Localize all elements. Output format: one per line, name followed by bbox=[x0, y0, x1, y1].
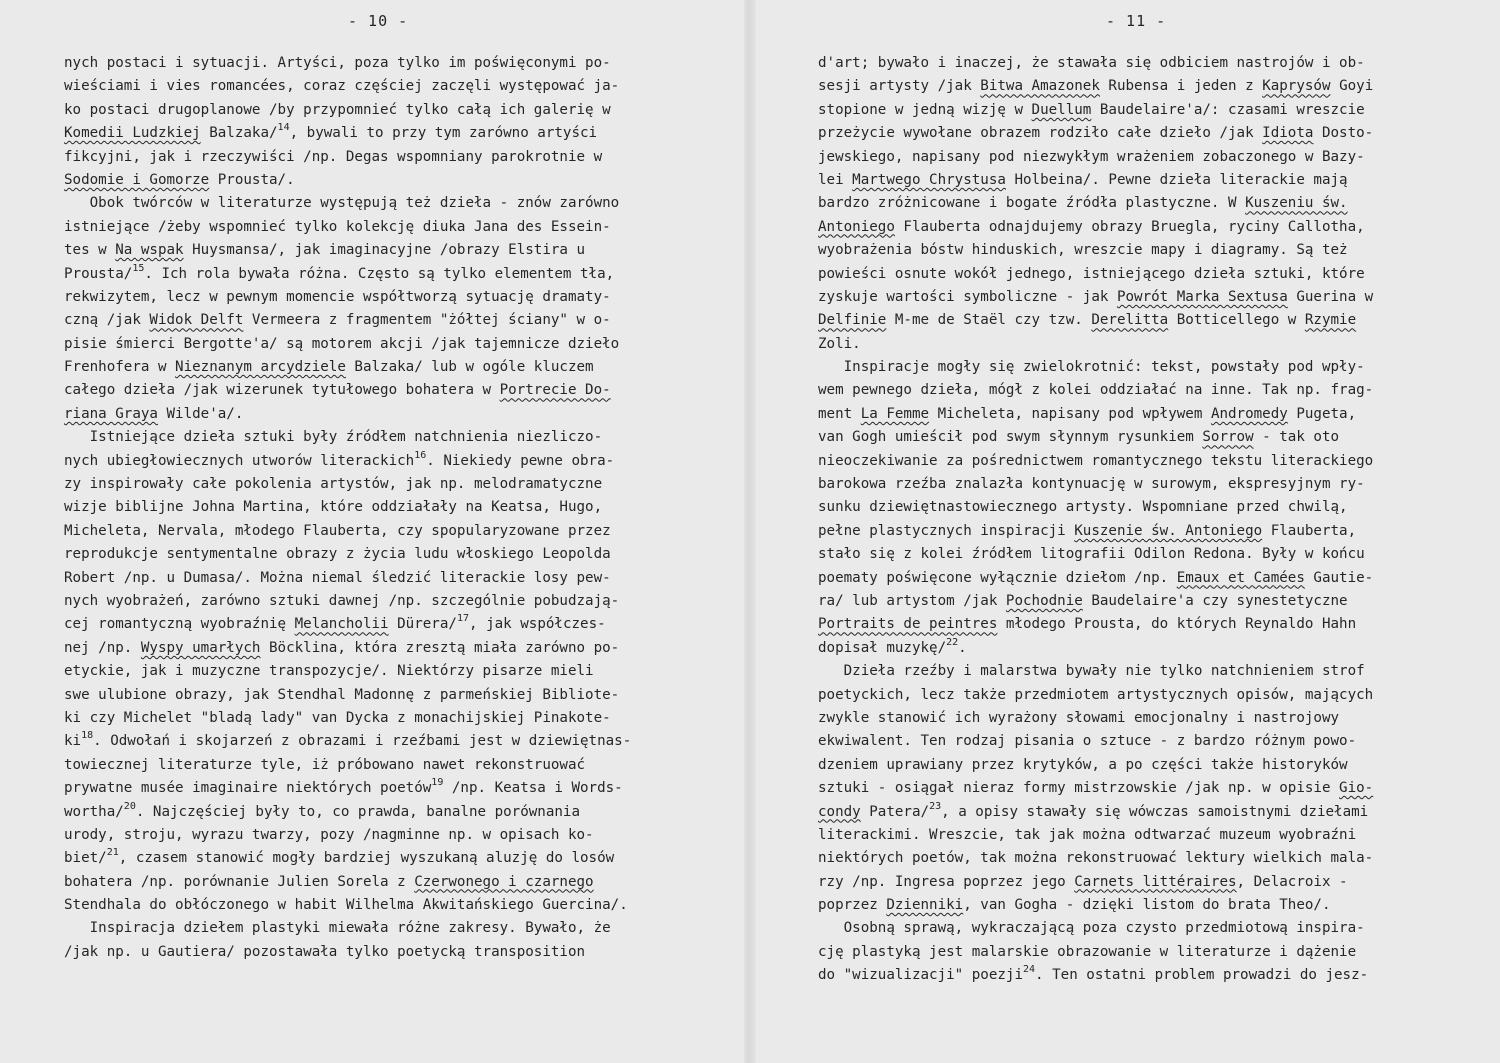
underlined-title: Wyspy umarłych bbox=[140, 639, 261, 656]
text-run: Huysmansa/, jak imaginacyjne /obrazy Elstira u bbox=[183, 242, 586, 259]
text-run: wizje biblijne Johna Martina, które oddziałały na Keatsa, Hugo, bbox=[64, 499, 603, 516]
text-run: powieści osnute wokół jednego, istniejącego dzieła sztuki, które bbox=[818, 265, 1365, 282]
text-run: ko postaci drugoplanowe /by przypomnieć tylko całą ich galerię w bbox=[64, 101, 611, 118]
text-line bbox=[64, 239, 714, 262]
text-run: , Delacroix - bbox=[1236, 873, 1348, 890]
text-run: , bywali to przy tym zarówno artyści bbox=[289, 125, 598, 142]
text-line bbox=[818, 730, 1478, 753]
text-line bbox=[818, 894, 1478, 917]
text-run: . bbox=[958, 639, 967, 656]
text-run: van Gogh umieścił pod swym słynnym rysunkiem bbox=[818, 429, 1203, 446]
text-run: młodego Prousta, do których Reynaldo Hahn bbox=[997, 616, 1357, 633]
text-run: Robert /np. u Dumasa/. Można niemal śledzić literackie losy pew- bbox=[64, 569, 611, 586]
text-run: dopisał muzykę/ bbox=[818, 639, 947, 656]
text-line bbox=[818, 75, 1478, 98]
underlined-title: riana Graya bbox=[64, 405, 158, 422]
text-run: pełne plastycznych inspiracji bbox=[818, 522, 1075, 539]
text-run: bohatera /np. porównanie Julien Sorela z bbox=[64, 873, 415, 890]
text-run: swe ulubione obrazy, jak Stendhal Madonnę z parmeńskiej Bibliote- bbox=[64, 686, 620, 703]
underlined-title: Sodomie i Gomorze bbox=[64, 171, 210, 188]
text-run: Istniejące dzieła sztuki były źródłem natchnienia niezliczo- bbox=[64, 429, 603, 446]
page-text bbox=[818, 52, 1478, 988]
text-run: nieoczekiwanie za pośrednictwem romantycznego tekstu literackiego bbox=[818, 452, 1374, 469]
text-run: , jak współczes- bbox=[468, 616, 606, 633]
text-line bbox=[818, 941, 1478, 964]
text-line bbox=[64, 894, 714, 917]
underlined-title: Portraits de peintres bbox=[818, 616, 998, 633]
text-line bbox=[64, 99, 714, 122]
text-line bbox=[64, 333, 714, 356]
text-run: cej romantyczną wyobraźnię bbox=[64, 616, 295, 633]
text-line bbox=[818, 333, 1478, 356]
text-line bbox=[64, 169, 714, 192]
text-line bbox=[818, 122, 1478, 145]
text-line bbox=[64, 660, 714, 683]
underlined-title: Melancholii bbox=[294, 616, 389, 633]
text-run: Balzaka/ lub w ogóle kluczem bbox=[345, 359, 594, 376]
underlined-title: Derelitta bbox=[1091, 312, 1169, 329]
text-line bbox=[64, 613, 714, 636]
underlined-title: La Femme bbox=[860, 405, 930, 422]
text-run: wortha/ bbox=[64, 803, 124, 820]
text-run: Obok twórców w literaturze występują też dzieła - znów zarówno bbox=[64, 195, 620, 212]
text-run: ki czy Michelet "bladą lady" van Dycka z monachijskiej Pinakote- bbox=[64, 709, 611, 726]
text-line bbox=[64, 192, 714, 215]
text-line bbox=[64, 379, 714, 402]
text-run: poprzez bbox=[818, 897, 887, 914]
text-line bbox=[64, 496, 714, 519]
text-line bbox=[818, 426, 1478, 449]
underlined-title: Martwego Chrystusa bbox=[852, 171, 1006, 188]
text-line bbox=[64, 941, 714, 964]
text-run: . Ten ostatni problem prowadzi do jesz- bbox=[1035, 967, 1369, 984]
text-run: fikcyjni, jak i rzeczywiści /np. Degas wspomniany parokrotnie w bbox=[64, 148, 603, 165]
text-run: stopione w jedną wizję w bbox=[818, 101, 1032, 118]
text-line bbox=[64, 824, 714, 847]
text-run: nych ubiegłowiecznych utworów literackich bbox=[64, 452, 415, 469]
text-line bbox=[64, 263, 714, 286]
text-line bbox=[64, 543, 714, 566]
text-run: istniejące /żeby wspomnieć tylko kolekcję diuka Jana des Essein- bbox=[64, 218, 611, 235]
text-run: zyskuje wartości symboliczne - jak bbox=[818, 288, 1117, 305]
underlined-title: condy bbox=[818, 803, 861, 820]
text-run: Baudelaire'a czy synestetyczne bbox=[1082, 592, 1348, 609]
text-run: . Ich rola bywała różna. Często są tylko elementem tła, bbox=[144, 265, 615, 282]
text-run: Baudelaire'a/: czasami wreszcie bbox=[1091, 101, 1365, 118]
text-line bbox=[818, 520, 1478, 543]
text-line bbox=[818, 192, 1478, 215]
text-run: lei bbox=[818, 171, 853, 188]
text-run: Stendhala do obłóczonego w habit Wilhelma Akwitańskiego Guercina/. bbox=[64, 897, 628, 914]
text-run: nej /np. bbox=[64, 639, 141, 656]
text-run: Inspiracja dziełem plastyki miewała różne zakresy. Bywało, że bbox=[64, 920, 611, 937]
underlined-title: Kuszeniu św. bbox=[1245, 195, 1348, 212]
text-run: cję plastyką jest malarskie obrazowanie w literaturze i dążenie bbox=[818, 943, 1357, 960]
footnote-ref: 20 bbox=[123, 800, 136, 812]
underlined-title: Nieznanym arcydziele bbox=[175, 359, 346, 376]
text-run: /np. Keatsa i Words- bbox=[443, 780, 623, 797]
text-line bbox=[818, 52, 1478, 75]
underlined-title: Emaux et Camées bbox=[1176, 569, 1305, 586]
text-run: Dürera/ bbox=[388, 616, 457, 633]
text-line bbox=[64, 426, 714, 449]
page-number: - 10 - bbox=[348, 12, 409, 30]
text-line bbox=[64, 801, 714, 824]
underlined-title: Rzymie bbox=[1304, 312, 1357, 329]
text-line bbox=[64, 707, 714, 730]
text-line bbox=[818, 777, 1478, 800]
text-run: Goyi bbox=[1330, 78, 1374, 95]
underlined-title: Kaprysów bbox=[1262, 78, 1331, 95]
footnote-ref: 19 bbox=[431, 777, 444, 789]
footnote-ref: 17 bbox=[456, 613, 469, 625]
text-run: Inspiracje mogły się zwielokrotnić: tekst, powstały pod wpły- bbox=[818, 359, 1365, 376]
text-run: Balzaka/ bbox=[200, 125, 278, 142]
text-line bbox=[818, 590, 1478, 613]
text-line bbox=[818, 496, 1478, 519]
underlined-title: Kuszenie św. Antoniego bbox=[1074, 522, 1263, 539]
text-line bbox=[818, 99, 1478, 122]
text-run: nych postaci i sytuacji. Artyści, poza tylko im poświęconymi po- bbox=[64, 55, 611, 71]
underlined-title: Sorrow bbox=[1202, 429, 1254, 446]
page-text bbox=[64, 52, 714, 964]
underlined-title: Pochodnie bbox=[1005, 592, 1083, 609]
text-run: do "wizualizacji" poezji bbox=[818, 967, 1023, 984]
text-run: bardzo zróżnicowane i bogate źródła plastyczne. W bbox=[818, 195, 1246, 212]
text-line bbox=[64, 216, 714, 239]
book-gutter bbox=[744, 0, 756, 1063]
text-line bbox=[818, 309, 1478, 332]
text-line bbox=[818, 964, 1478, 987]
text-run: urody, stroju, wyrazu twarzy, pozy /nagminne np. w opisach ko- bbox=[64, 826, 594, 843]
text-run: Wilde'a/. bbox=[157, 405, 244, 422]
text-run: etyckie, jak i muzyczne transpozycje/. Niektórzy pisarze mieli bbox=[64, 663, 594, 680]
text-line bbox=[64, 75, 714, 98]
text-run: Prousta/ bbox=[64, 265, 133, 282]
text-run: dzeniem uprawiany przez krytyków, a po części także historyków bbox=[818, 756, 1348, 773]
text-line bbox=[818, 286, 1478, 309]
text-run: zy inspirowały całe pokolenia artystów, jak np. melodramatyczne bbox=[64, 476, 603, 493]
text-run: Patera/ bbox=[860, 803, 930, 820]
text-line bbox=[818, 613, 1478, 636]
text-line bbox=[64, 590, 714, 613]
text-line bbox=[818, 379, 1478, 402]
text-run: wyobrażenia bóstw hinduskich, wreszcie mapy i diagramy. Są też bbox=[818, 242, 1348, 259]
text-line bbox=[818, 169, 1478, 192]
text-run: ra/ lub artystom /jak bbox=[818, 592, 1006, 609]
text-run: niektórych poetów, tak można rekonstruować lektury wielkich mala- bbox=[818, 850, 1374, 867]
text-line bbox=[818, 847, 1478, 870]
text-run: Frenhofera w bbox=[64, 359, 176, 376]
text-run: Dosto- bbox=[1313, 125, 1374, 142]
text-run: , czasem stanowić mogły bardziej wyszukaną aluzję do losów bbox=[118, 850, 615, 867]
text-run: zwykle stanowić ich wyrażony słowami emocjonalny i nastrojowy bbox=[818, 709, 1340, 726]
text-run: barokowa rzeźba znalazła kontynuację w surowym, ekspresyjnym ry- bbox=[818, 476, 1365, 493]
text-line bbox=[818, 660, 1478, 683]
underlined-title: Andromedy bbox=[1210, 405, 1288, 422]
text-line bbox=[818, 263, 1478, 286]
text-line bbox=[64, 356, 714, 379]
footnote-ref: 24 bbox=[1023, 964, 1036, 976]
text-run: /jak np. u Gautiera/ pozostawała tylko poetycką transposition bbox=[64, 943, 586, 960]
text-run: biet/ bbox=[64, 850, 107, 867]
text-run: Gautie- bbox=[1304, 569, 1374, 586]
underlined-title: Powrót Marka Sextusa bbox=[1116, 288, 1288, 305]
text-line bbox=[64, 637, 714, 660]
text-line bbox=[818, 754, 1478, 777]
text-line bbox=[64, 847, 714, 870]
text-line bbox=[818, 216, 1478, 239]
text-line bbox=[64, 473, 714, 496]
text-run: przeżycie wywołane obrazem rodziło całe dzieło /jak bbox=[818, 125, 1263, 142]
text-line bbox=[818, 567, 1478, 590]
text-run: ment bbox=[818, 405, 861, 422]
underlined-title: Duellum bbox=[1031, 101, 1092, 118]
text-run: Guerina w bbox=[1287, 288, 1374, 305]
footnote-ref: 14 bbox=[277, 122, 290, 134]
underlined-title: Delfinie bbox=[818, 312, 887, 329]
text-line bbox=[818, 356, 1478, 379]
text-line bbox=[64, 520, 714, 543]
footnote-ref: 21 bbox=[106, 847, 119, 859]
text-run: tes w bbox=[64, 242, 116, 259]
text-line bbox=[818, 239, 1478, 262]
underlined-title: Gio- bbox=[1339, 780, 1374, 797]
text-run: towiecznej literaturze tyle, iż próbowano nawet rekonstruować bbox=[64, 756, 586, 773]
text-line bbox=[64, 403, 714, 426]
text-run: . Niekiedy pewne obra- bbox=[426, 452, 615, 469]
text-line bbox=[818, 801, 1478, 824]
text-run: poematy poświęcone wyłącznie dziełom /np. bbox=[818, 569, 1177, 586]
text-run: - tak oto bbox=[1253, 429, 1340, 446]
underlined-title: Komedii Ludzkiej bbox=[64, 125, 201, 142]
text-line bbox=[818, 473, 1478, 496]
underlined-title: Antoniego bbox=[818, 218, 895, 235]
text-line bbox=[64, 917, 714, 940]
text-run: Flauberta, bbox=[1262, 522, 1357, 539]
text-line bbox=[818, 824, 1478, 847]
text-run: Zoli. bbox=[818, 335, 861, 352]
text-run: wem pewnego dzieła, mógł z kolei oddziałać na inne. Tak np. frag- bbox=[818, 382, 1374, 399]
footnote-ref: 22 bbox=[946, 636, 959, 648]
underlined-title: Dzienniki bbox=[886, 897, 964, 914]
text-run: . Najczęściej były to, co prawda, banalne porównania bbox=[135, 803, 581, 820]
page-left bbox=[0, 0, 744, 1063]
text-run: prywatne musée imaginaire niektórych poetów bbox=[64, 780, 432, 797]
text-line bbox=[818, 543, 1478, 566]
text-run: rzy /np. Ingresa poprzez jego bbox=[818, 873, 1075, 890]
text-run: Pugeta, bbox=[1287, 405, 1357, 422]
text-line bbox=[818, 637, 1478, 660]
text-run: , a opisy stawały się wówczas samoistnymi dziełami bbox=[941, 803, 1369, 820]
text-run: Micheleta, napisany pod wpływem bbox=[929, 405, 1211, 422]
text-run: , van Gogha - dzięki listom do brata Theo/. bbox=[963, 897, 1331, 914]
text-run: Vermeera z fragmentem "żółtej ściany" w o- bbox=[243, 312, 611, 329]
underlined-title: Na wspak bbox=[115, 242, 184, 259]
text-run: pisie śmierci Bergotte'a/ są motorem akcji /jak tajemnicze dzieło bbox=[64, 335, 620, 352]
page-number: - 11 - bbox=[1106, 12, 1167, 30]
underlined-title: Bitwa Amazonek bbox=[980, 78, 1100, 95]
footnote-ref: 18 bbox=[81, 730, 94, 742]
text-run: Rubensa i jeden z bbox=[1099, 78, 1263, 95]
text-run: ekwiwalent. Ten rodzaj pisania o sztuce - z bardzo różnym powo- bbox=[818, 733, 1357, 750]
text-run: ki bbox=[64, 733, 82, 750]
text-run: nych wyobrażeń, zarówno sztuki dawnej /np. szczególnie pobudzają- bbox=[64, 592, 620, 609]
text-run: stało się z kolei źródłem litografii Odilon Redona. Były w końcu bbox=[818, 546, 1365, 563]
text-run: sztuki - osiągał nieraz formy mistrzowskie /jak np. w opisie bbox=[818, 780, 1340, 797]
underlined-title: Idiota bbox=[1262, 125, 1314, 142]
text-run: całego dzieła /jak wizerunek tytułowego bohatera w bbox=[64, 382, 500, 399]
text-line bbox=[64, 52, 714, 75]
text-line bbox=[818, 146, 1478, 169]
text-run: Dzieła rzeźby i malarstwa bywały nie tylko natchnieniem strof bbox=[818, 663, 1365, 680]
text-run: Böcklina, która zresztą miała zarówno po- bbox=[260, 639, 620, 656]
footnote-ref: 23 bbox=[929, 800, 942, 812]
text-run: literackimi. Wreszcie, tak jak można odtwarzać muzeum wyobraźni bbox=[818, 826, 1357, 843]
underlined-title: Carnets littéraires bbox=[1074, 873, 1237, 890]
text-run: d'art; bywało i inaczej, że stawała się odbiciem nastrojów i ob- bbox=[818, 55, 1365, 71]
text-run: Prousta/. bbox=[209, 171, 295, 188]
text-line bbox=[818, 871, 1478, 894]
text-line bbox=[64, 684, 714, 707]
text-run: M-me de Staël czy tzw. bbox=[886, 312, 1092, 329]
text-run: Holbeina/. Pewne dzieła literackie mają bbox=[1005, 171, 1348, 188]
text-line bbox=[818, 684, 1478, 707]
text-line bbox=[818, 403, 1478, 426]
text-line bbox=[64, 309, 714, 332]
text-line bbox=[64, 450, 714, 473]
text-line bbox=[64, 730, 714, 753]
text-line bbox=[64, 146, 714, 169]
text-run: . Odwołań i skojarzeń z obrazami i rzeźbami jest w dziewiętnas- bbox=[93, 733, 632, 750]
text-run: jewskiego, napisany pod niezwykłym wrażeniem zobaczonego w Bazy- bbox=[818, 148, 1365, 165]
text-run: czną /jak bbox=[64, 312, 150, 329]
text-line bbox=[64, 754, 714, 777]
underlined-title: Portrecie Do- bbox=[499, 382, 611, 399]
text-run: sesji artysty /jak bbox=[818, 78, 981, 95]
text-line bbox=[818, 917, 1478, 940]
page-right bbox=[756, 0, 1500, 1063]
footnote-ref: 16 bbox=[414, 449, 427, 461]
text-line bbox=[64, 567, 714, 590]
text-run: Osobną sprawą, wykraczającą poza czysto przedmiotową inspira- bbox=[818, 920, 1365, 937]
text-line bbox=[64, 871, 714, 894]
text-run: wieściami i vies romancées, coraz częściej zaczęli występować ja- bbox=[64, 78, 620, 95]
underlined-title: Czerwonego i czarnego bbox=[414, 873, 594, 890]
text-line bbox=[818, 707, 1478, 730]
text-line bbox=[64, 777, 714, 800]
text-run: rekwizytem, lecz w pewnym momencie współtworzą sytuację dramaty- bbox=[64, 288, 611, 305]
text-line bbox=[64, 286, 714, 309]
text-line bbox=[64, 122, 714, 145]
text-line bbox=[818, 450, 1478, 473]
text-run: poetyckich, lecz także przedmiotem artystycznych opisów, mających bbox=[818, 686, 1374, 703]
text-run: Micheleta, Nervala, młodego Flauberta, czy spopularyzowane przez bbox=[64, 522, 611, 539]
text-run: Flauberta odnajdujemy obrazy Bruegla, ryciny Callotha, bbox=[894, 218, 1365, 235]
footnote-ref: 15 bbox=[132, 262, 145, 274]
text-run: Botticellego w bbox=[1168, 312, 1305, 329]
underlined-title: Widok Delft bbox=[149, 312, 244, 329]
text-run: sunku dziewiętnastowiecznego artysty. Wspomniane przed chwilą, bbox=[818, 499, 1348, 516]
text-run: reprodukcje sentymentalne obrazy z życia ludu włoskiego Leopolda bbox=[64, 546, 611, 563]
